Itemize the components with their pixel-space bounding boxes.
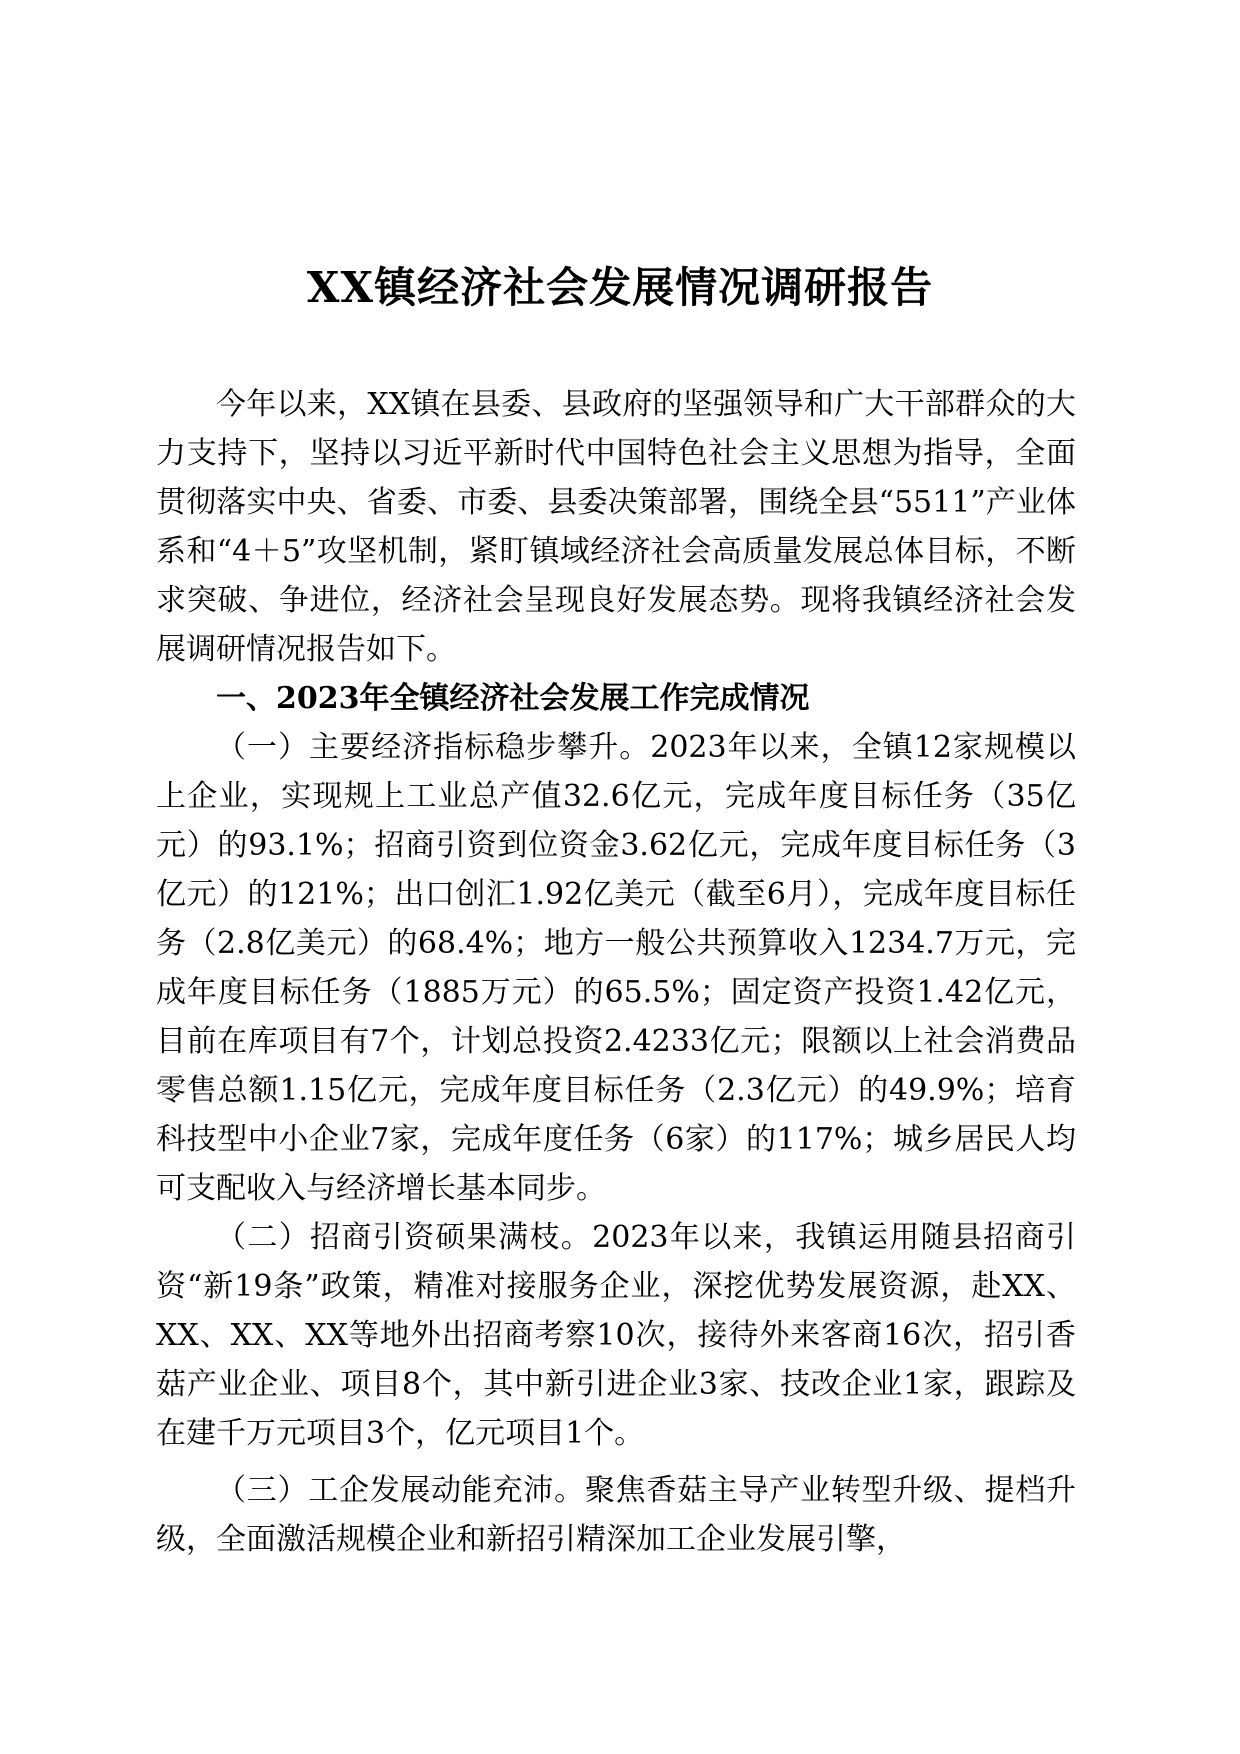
paragraph-economic-indicators: （一）主要经济指标稳步攀升。2023年以来，全镇12家规模以上企业，实现规上工业总产值32.6亿元，完成年度目标任务（35亿元）的93.1%；招商引资到位资金3.62亿元，完成年度目标任务（3亿元）的121%；出口创汇1.92亿美元（截至6月），完成年度目标任务（2.8亿美元）的68.4%；地方一般公共预算收入1234.7万元，完成年度目标任务（1885万元）的65.5%；固定资产投资1.42亿元，目前在库项目有7个，计划总投资2.4233亿元；限额以上社会消费品零售总额1.15亿元，完成年度目标任务（2.3亿元）的49.9%；培育科技型中小企业7家，完成年度任务（6家）的117%；城乡居民人均可支配收入与经济增长基本同步。 — [156, 730, 1076, 1206]
paragraph-investment-attraction: （二）招商引资硕果满枝。2023年以来，我镇运用随县招商引资“新19条”政策，精准对接服务企业，深挖优势发展资源，赴XX、XX、XX、XX等地外出招商考察10次，接待外来客商16次，招引香菇产业企业、项目8个，其中新引进企业3家、技改企业1家，跟踪及在建千万元项目3个，亿元项目1个。 — [156, 1220, 1076, 1451]
paragraph-industry-momentum: （三）工企发展动能充沛。聚焦香菇主导产业转型升级、提档升级，全面激活规模企业和新招引精深加工企业发展引擎， — [156, 1473, 1076, 1557]
document-title: XX镇经济社会发展情况调研报告 — [306, 263, 934, 312]
document-body — [156, 380, 1076, 1564]
section-heading: 一、2023年全镇经济社会发展工作完成情况 — [216, 681, 810, 716]
intro-paragraph: 今年以来，XX镇在县委、县政府的坚强领导和广大干部群众的大力支持下，坚持以习近平新时代中国特色社会主义思想为指导，全面贯彻落实中央、省委、市委、县委决策部署，围绕全县“5511”产业体系和“4＋5”攻坚机制，紧盯镇域经济社会高质量发展总体目标，不断求突破、争进位，经济社会呈现良好发展态势。现将我镇经济社会发展调研情况报告如下。 — [156, 387, 1076, 667]
